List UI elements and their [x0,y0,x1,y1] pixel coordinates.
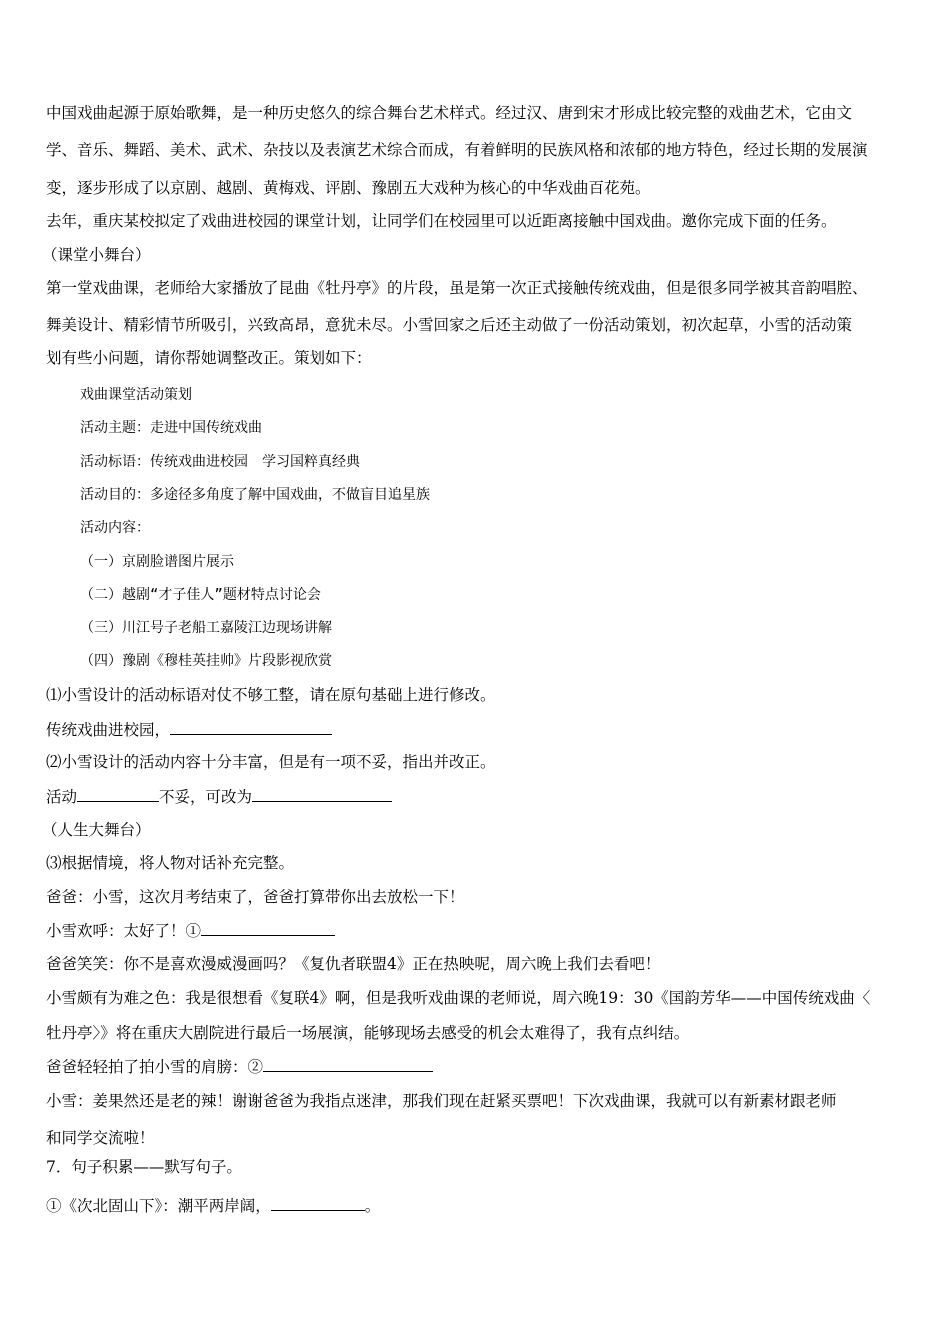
dialog-text: 小雪欢呼：太好了！① [46,922,202,940]
para-line: 划有些小问题，请你帮她调整改正。策划如下： [46,349,372,367]
intro-line: 中国戏曲起源于原始歌舞，是一种历史悠久的综合舞台艺术样式。经过汉、唐到宋才形成比较完整的戏曲艺术，它由文 [46,104,853,122]
plan-item: （二）越剧“才子佳人”题材特点讨论会 [80,587,321,603]
answer-blank[interactable] [170,720,332,735]
answer-blank[interactable] [271,1196,365,1211]
dialog-line [46,921,335,941]
question-1: ⑴小雪设计的活动标语对仗不够工整，请在原句基础上进行修改。 [46,686,496,704]
section-heading: （人生大舞台） [42,821,151,839]
para-line: 第一堂戏曲课，老师给大家播放了昆曲《牡丹亭》的片段，虽是第一次正式接触传统戏曲，但是很多同学被其音韵唱腔、 [46,279,868,297]
plan-theme: 活动主题：走进中国传统戏曲 [80,420,262,436]
dialog-line: 小雪：姜果然还是老的辣！谢谢爸爸为我指点迷津，那我们现在赶紧买票吧！下次戏曲课，我就可以有新素材跟老师 [46,1092,837,1110]
section-heading: （课堂小舞台） [42,246,151,264]
question-3: ⑶根据情境，将人物对话补充完整。 [46,854,295,872]
question-2-answer [46,787,392,807]
plan-slogan: 活动标语：传统戏曲进校园 学习国粹真经典 [80,454,360,470]
intro-line: 去年，重庆某校拟定了戏曲进校园的课堂计划，让同学们在校园里可以近距离接触中国戏曲。邀你完成下面的任务。 [46,212,837,230]
question-2: ⑵小雪设计的活动内容十分丰富，但是有一项不妥，指出并改正。 [46,753,496,771]
dialog-line: 爸爸：小雪，这次月考结束了，爸爸打算带你出去放松一下！ [46,888,465,906]
question-1-answer [46,720,332,740]
answer-prefix: ①《次北固山下》：潮平两岸阔， [46,1197,271,1215]
dialog-text: 爸爸轻轻拍了拍小雪的肩膀：② [46,1058,264,1076]
dialog-line [46,1057,433,1077]
dialog-line: 爸爸笑笑：你不是喜欢漫威漫画吗？《复仇者联盟4》正在热映呢，周六晚上我们去看吧！ [46,955,661,973]
dialog-line: 小雪颇有为难之色：我是很想看《复联4》啊，但是我听戏曲课的老师说，周六晚19：30《国韵芳华——中国传统戏曲〈 [46,989,871,1007]
answer-blank[interactable] [201,921,335,936]
answer-middle: 不妥，可改为 [159,788,253,806]
plan-item: （一）京剧脸谱图片展示 [80,554,234,570]
para-line: 舞美设计、精彩情节所吸引，兴致高昂，意犹未尽。小雪回家之后还主动做了一份活动策划，初次起草，小雪的活动策 [46,316,853,334]
dialog-line: 牡丹亭〉》将在重庆大剧院进行最后一场展演，能够现场去感受的机会太难得了，我有点纠结。 [46,1024,690,1042]
intro-line: 变，逐步形成了以京剧、越剧、黄梅戏、评剧、豫剧五大戏种为核心的中华戏曲百花苑。 [46,179,651,197]
plan-title: 戏曲课堂活动策划 [80,387,192,403]
answer-prefix: 活动 [46,788,78,806]
answer-prefix: 传统戏曲进校园， [46,721,171,739]
intro-line: 学、音乐、舞蹈、美术、武术、杂技以及表演艺术综合而成，有着鲜明的民族风格和浓郁的地方特色，经过长期的发展演 [46,141,868,159]
dialog-line: 和同学交流啦！ [46,1129,155,1147]
answer-suffix: 。 [364,1197,381,1215]
plan-content-label: 活动内容： [80,520,150,536]
plan-item: （三）川江号子老船工嘉陵江边现场讲解 [80,620,332,636]
plan-purpose: 活动目的：多途径多角度了解中国戏曲，不做盲目追星族 [80,487,430,503]
question-7-1 [46,1196,380,1216]
question-7: 7．句子积累——默写句子。 [46,1158,242,1176]
answer-blank[interactable] [252,787,392,802]
answer-blank[interactable] [263,1057,433,1072]
answer-blank[interactable] [77,787,159,802]
plan-item: （四）豫剧《穆桂英挂帅》片段影视欣赏 [80,653,332,669]
